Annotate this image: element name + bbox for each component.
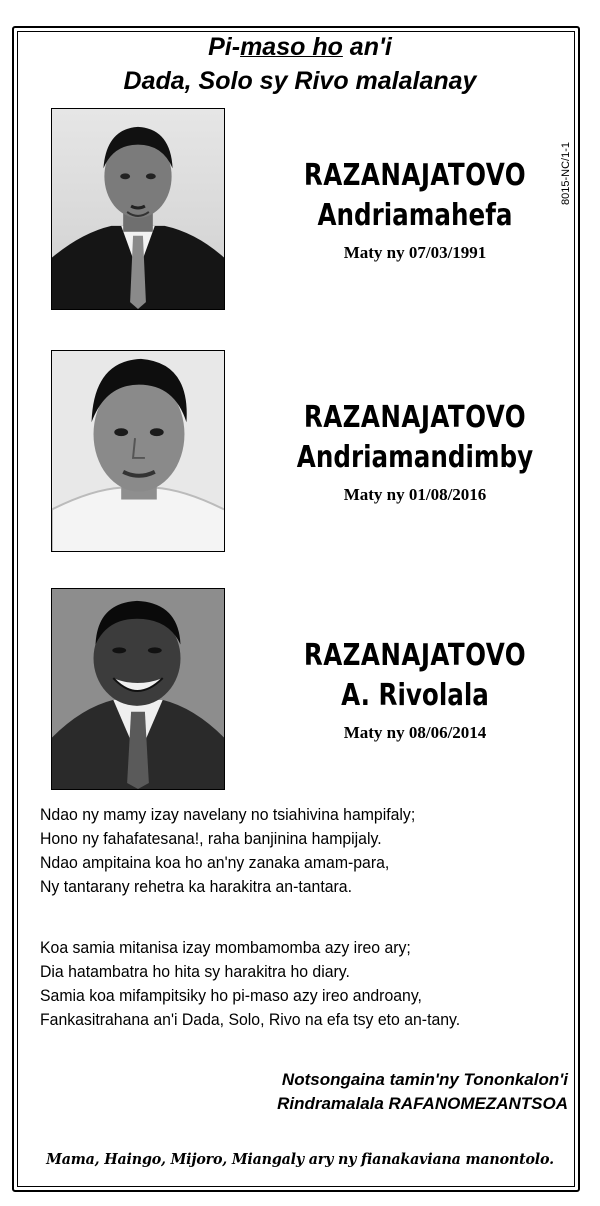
portrait-photo-2 (51, 350, 225, 552)
poem-line: Ndao ampitaina koa ho an'ny zanaka amam-para, (40, 853, 390, 872)
person-2-surname: RAZANAJATOVO (303, 400, 527, 435)
header-line-2: Dada, Solo sy Rivo malalanay (123, 67, 477, 95)
person-1-death-date: Maty ny 07/03/1991 (343, 243, 487, 262)
person-1-given-name: Andriamahefa (317, 198, 513, 233)
person-3-surname: RAZANAJATOVO (303, 638, 527, 673)
header-underlined: maso ho (240, 33, 343, 61)
person-2-given-name: Andriamandimby (296, 440, 534, 475)
reference-code: 8015-NC/1-1 (560, 142, 572, 205)
poem-line: Koa samia mitanisa izay mombamomba azy ireo ary; (40, 938, 411, 957)
poem-line: Samia koa mifampitsiky ho pi-maso azy ireo androany, (40, 986, 422, 1005)
portrait-photo-3 (51, 588, 225, 790)
person-3-name-block (240, 636, 590, 746)
header-line-1: Pi-maso ho an'i (208, 33, 392, 61)
poem-line: Ny tantarany rehetra ka harakitra an-tantara. (40, 877, 352, 896)
poem-line: Dia hatambatra ho hita sy harakitra ho diary. (40, 962, 350, 981)
poem-stanza-1 (40, 803, 542, 899)
signature-line-2: Rindramalala RAFANOMEZANTSOA (277, 1094, 568, 1113)
person-3-death-date: Maty ny 08/06/2014 (343, 723, 487, 742)
person-1-surname: RAZANAJATOVO (303, 158, 527, 193)
poem-line: Ndao ny mamy izay navelany no tsiahivina hampifaly; (40, 805, 416, 824)
person-2-name-block (240, 398, 590, 508)
family-line: Mama, Haingo, Mijoro, Miangaly ary ny fianakaviana manontolo. (46, 1150, 554, 1168)
poem-stanza-2 (40, 936, 542, 1032)
poem-line: Hono ny fahafatesana!, raha banjinina hampijaly. (40, 829, 382, 848)
portrait-photo-1 (51, 108, 225, 310)
poem-line: Fankasitrahana an'i Dada, Solo, Rivo na efa tsy eto an-tany. (40, 1010, 461, 1029)
person-2-death-date: Maty ny 01/08/2016 (343, 485, 487, 504)
signature-line-1: Notsongaina tamin'ny Tononkalon'i (281, 1070, 568, 1089)
person-3-given-name: A. Rivolala (341, 678, 489, 713)
person-1-name-block (240, 156, 590, 266)
